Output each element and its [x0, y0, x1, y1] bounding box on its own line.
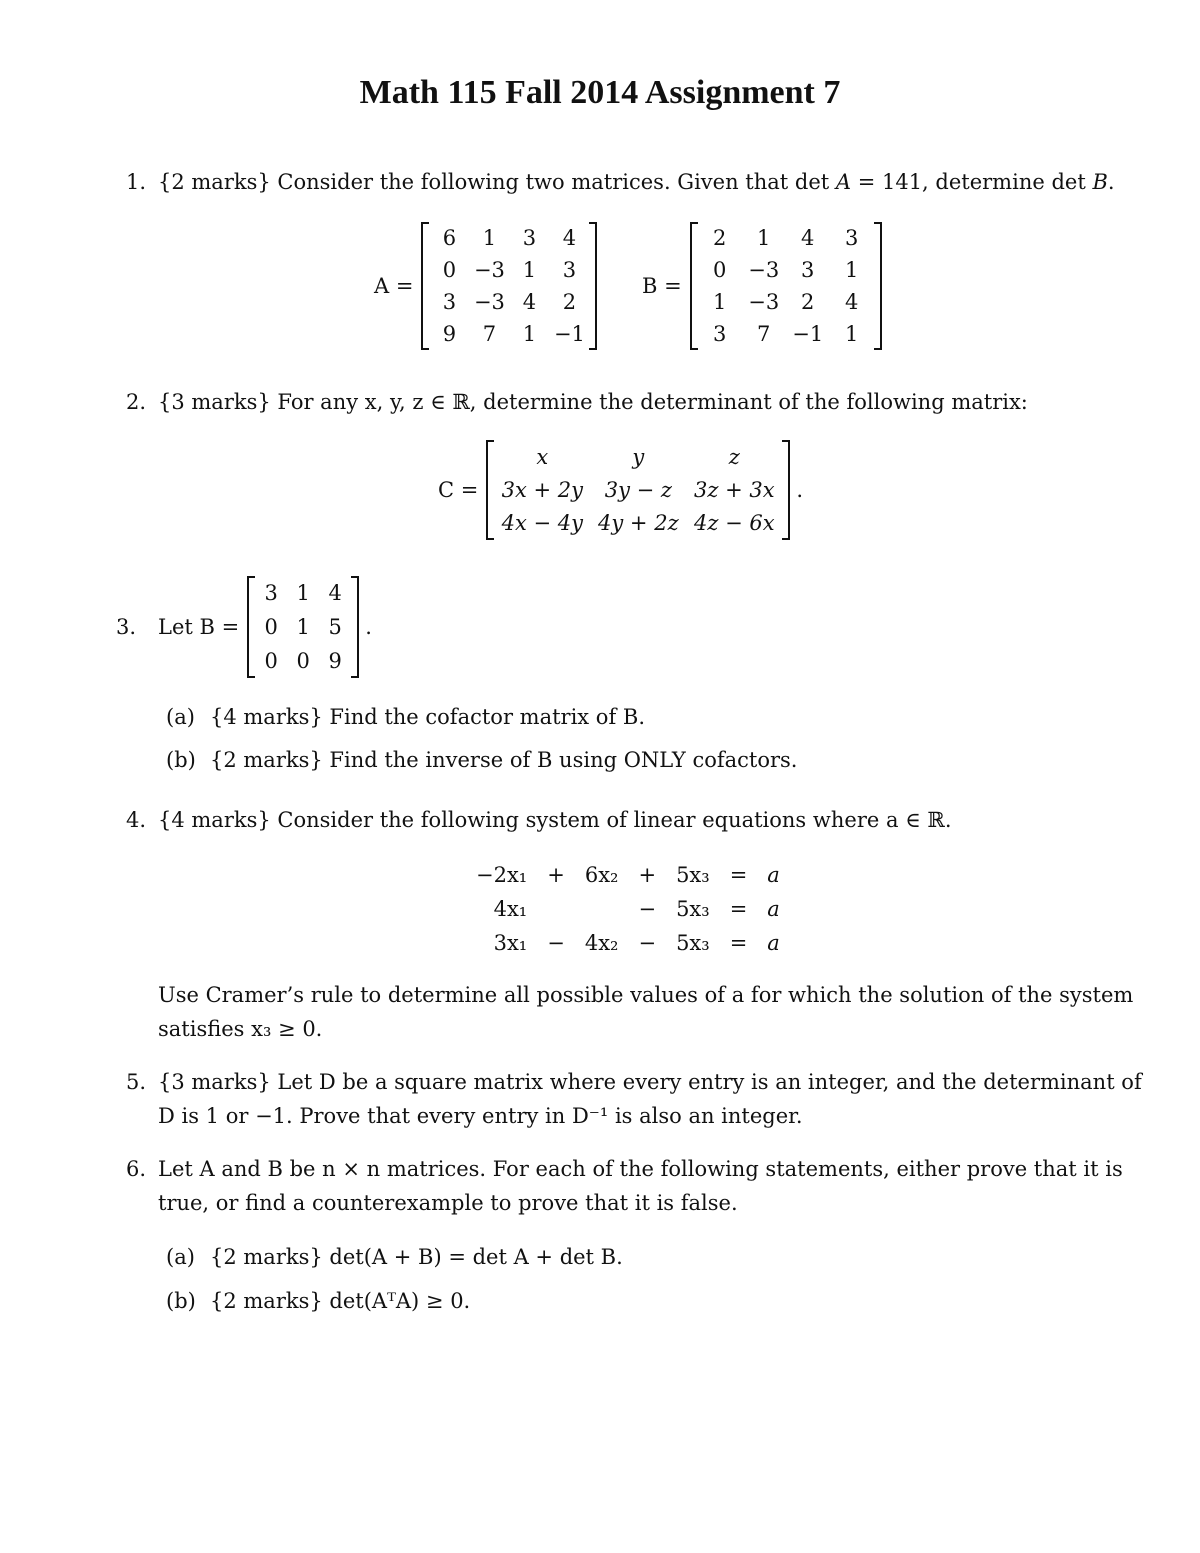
- matrix-entry: 9: [328, 649, 342, 673]
- matrix-entry: 1: [757, 226, 771, 250]
- equation-term: [537, 892, 575, 926]
- matrix-entry: 7: [757, 322, 771, 346]
- matrix-entry: 4y + 2z: [598, 511, 679, 536]
- matrix-entry: 3z + 3x: [694, 477, 775, 502]
- matrix-c: [438, 440, 803, 540]
- linear-system: [466, 858, 790, 960]
- matrix-entry: z: [728, 444, 740, 469]
- equation-term: −: [638, 897, 657, 921]
- matrix-entry: 0: [264, 615, 278, 639]
- matrix-row: [698, 254, 874, 286]
- matrix-entry: x: [536, 444, 549, 469]
- matrix-entry: −1: [792, 322, 824, 346]
- matrix-row: [698, 318, 874, 350]
- matrix-row: [255, 610, 351, 644]
- matrix-entry: 3: [845, 226, 859, 250]
- matrix-b: [642, 222, 882, 350]
- matrix-entry: 3: [713, 322, 727, 346]
- matrix-c-label: C =: [438, 478, 479, 502]
- matrix-entry: 3x + 2y: [501, 477, 584, 502]
- matrix-entry: 3: [562, 258, 577, 282]
- matrix-entry: 4: [562, 226, 577, 250]
- q3a-text: {4 marks} Find the cofactor matrix of B.: [210, 705, 646, 729]
- matrix-entry: 1: [296, 615, 310, 639]
- matrix-row: [255, 576, 351, 610]
- matrix-c-entries: [494, 440, 782, 540]
- equation-term: a: [767, 897, 780, 921]
- q4-number: 4.: [125, 808, 146, 832]
- matrix-row: [494, 440, 782, 473]
- q4-instructions-line2: satisfies x₃ ≥ 0.: [158, 1017, 323, 1041]
- matrix-row: [429, 318, 589, 350]
- matrix-entry: 1: [522, 322, 537, 346]
- equation-term: 5x₃: [676, 931, 710, 955]
- matrix-entry: 1: [482, 226, 497, 250]
- q6b-label: (b): [166, 1289, 196, 1313]
- matrix-row: [494, 507, 782, 540]
- matrix-a-label: A =: [374, 274, 414, 298]
- matrix-row: [429, 254, 589, 286]
- q6a-label: (a): [166, 1245, 195, 1269]
- matrix-b-label: B =: [642, 274, 682, 298]
- matrix-entry: 4x − 4y: [501, 511, 584, 536]
- q3-matrix: [116, 576, 372, 678]
- equation-term: a: [767, 931, 780, 955]
- q1-prompt: {2 marks} Consider the following two matrices. Given that det A = 141, determine det B.: [158, 170, 1115, 194]
- matrix-entry: 3: [801, 258, 815, 282]
- matrix-entry: −3: [473, 290, 505, 314]
- q6a-text: {2 marks} det(A + B) = det A + det B.: [210, 1245, 623, 1269]
- matrix-row: [494, 473, 782, 506]
- matrix-entry: 1: [522, 258, 537, 282]
- page-title: Math 115 Fall 2014 Assignment 7: [359, 74, 841, 111]
- q5-number: 5.: [125, 1070, 146, 1094]
- matrix-entry: 5: [328, 615, 342, 639]
- matrix-entry: 4: [522, 290, 537, 314]
- q5-line1: {3 marks} Let D be a square matrix where every entry is an integer, and the determinant of: [158, 1070, 1142, 1094]
- q3-number: 3.: [116, 615, 137, 639]
- matrix-entry: −3: [748, 290, 780, 314]
- matrix-entry: 0: [713, 258, 727, 282]
- matrix-entry: 2: [562, 290, 577, 314]
- equation-term: =: [729, 897, 748, 921]
- matrix-entry: 3y − z: [604, 477, 672, 502]
- q2-number: 2.: [125, 390, 146, 414]
- q6-line2: true, or find a counterexample to prove that it is false.: [158, 1191, 738, 1215]
- equation-term: 5x₃: [676, 863, 710, 887]
- q3-label: Let B =: [158, 615, 240, 639]
- equation-term: 3x₁: [493, 931, 528, 955]
- matrix-entry: 2: [713, 226, 727, 250]
- equation-term: 4x₂: [584, 931, 619, 955]
- matrix-entry: 4: [845, 290, 859, 314]
- matrix-row: [429, 222, 589, 254]
- equation-term: −: [547, 931, 565, 955]
- q3a-label: (a): [166, 705, 195, 729]
- matrix-row: [698, 222, 874, 254]
- matrix-entry: 4: [328, 581, 342, 605]
- q6-line1: Let A and B be n × n matrices. For each of the following statements, either prove that it is: [158, 1157, 1123, 1181]
- matrix-entry: −1: [553, 322, 585, 346]
- q3-matrix-entries: [255, 576, 351, 678]
- matrix-entry: 1: [845, 322, 859, 346]
- q6-number: 6.: [125, 1157, 146, 1181]
- q6b-text: {2 marks} det(AᵀA) ≥ 0.: [210, 1289, 471, 1313]
- matrix-entry: 4: [801, 226, 815, 250]
- equation-term: +: [547, 863, 565, 887]
- matrix-entry: 1: [296, 581, 310, 605]
- matrix-entry: 4z − 6x: [694, 511, 775, 536]
- matrix-entry: 1: [713, 290, 727, 314]
- matrix-entry: y: [632, 444, 645, 469]
- q5-line2: D is 1 or −1. Prove that every entry in D⁻¹ is also an integer.: [158, 1104, 803, 1128]
- q2-prompt: {3 marks} For any x, y, z ∈ ℝ, determine the determinant of the following matrix:: [158, 390, 1028, 414]
- matrix-entry: 3: [522, 226, 537, 250]
- equation-row: [466, 926, 790, 960]
- matrix-entry: 6: [442, 226, 457, 250]
- matrix-b-entries: [698, 222, 874, 350]
- equation-term: 4x₁: [493, 897, 528, 921]
- matrix-row: [698, 286, 874, 318]
- equation-term: a: [767, 863, 780, 887]
- matrix-a-entries: [429, 222, 589, 350]
- equation-term: =: [729, 863, 748, 887]
- q4-instructions-line1: Use Cramer’s rule to determine all possible values of a for which the solution of the system: [158, 983, 1134, 1007]
- matrix-row: [255, 644, 351, 678]
- matrix-entry: 0: [296, 649, 310, 673]
- matrix-entry: 0: [264, 649, 278, 673]
- equation-term: 5x₃: [676, 897, 710, 921]
- matrix-entry: 3: [264, 581, 278, 605]
- matrix-entry: −3: [473, 258, 505, 282]
- matrix-entry: 0: [442, 258, 457, 282]
- equation-term: =: [729, 931, 748, 955]
- matrix-entry: 3: [442, 290, 457, 314]
- q1-number: 1.: [125, 170, 146, 194]
- matrix-c-period: .: [796, 478, 804, 502]
- equation-term: 6x₂: [584, 863, 619, 887]
- q3b-label: (b): [166, 748, 196, 772]
- matrix-entry: 7: [482, 322, 497, 346]
- equation-term: +: [638, 863, 657, 887]
- matrix-entry: 9: [442, 322, 457, 346]
- q4-prompt: {4 marks} Consider the following system of linear equations where a ∈ ℝ.: [158, 808, 952, 832]
- equation-term: [575, 892, 629, 926]
- equation-term: −: [638, 931, 657, 955]
- equation-row: [466, 892, 790, 926]
- q3b-text: {2 marks} Find the inverse of B using ONLY cofactors.: [210, 748, 798, 772]
- equation-term: −2x₁: [476, 863, 528, 887]
- matrix-entry: 1: [845, 258, 859, 282]
- matrix-entry: 2: [801, 290, 815, 314]
- equation-row: [466, 858, 790, 892]
- matrix-row: [429, 286, 589, 318]
- matrix-a: [374, 222, 597, 350]
- q3-period: .: [365, 615, 372, 639]
- matrix-entry: −3: [748, 258, 780, 282]
